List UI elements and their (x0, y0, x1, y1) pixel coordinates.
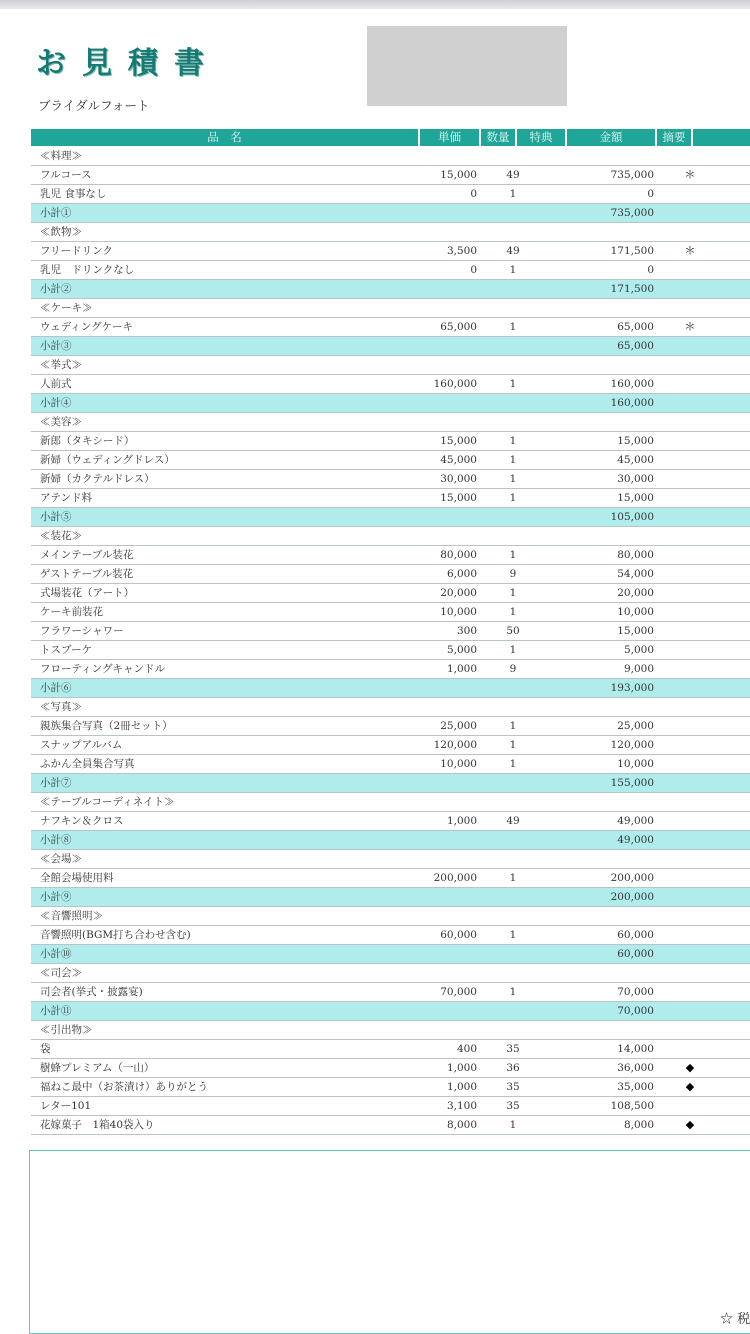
quantity: 49 (506, 815, 520, 827)
category-label: ≪飲物≫ (40, 226, 82, 238)
table-row (31, 451, 750, 470)
subtotal-label: 小計③ (40, 340, 72, 352)
category-row (31, 698, 750, 717)
item-name: 袋 (40, 1043, 51, 1055)
subtotal-label: 小計⑤ (40, 511, 72, 523)
document-subtitle: ブライダルフォート (38, 98, 150, 113)
subtotal-label: 小計④ (40, 397, 72, 409)
remark-mark: ＊ (684, 168, 696, 181)
amount: 14,000 (617, 1043, 654, 1055)
category-row (31, 299, 750, 318)
remark-mark (671, 869, 709, 887)
unit-price: 3,500 (446, 245, 477, 257)
quantity: 1 (509, 454, 517, 466)
subtotal-row (31, 831, 750, 850)
unit-price: 60,000 (440, 929, 477, 941)
item-name: ウェディングケーキ (40, 321, 134, 333)
unit-price: 8,000 (446, 1119, 477, 1131)
table-row (31, 261, 750, 280)
amount: 20,000 (617, 587, 654, 599)
table-row (31, 641, 750, 660)
subtotal-amount: 70,000 (617, 1005, 654, 1017)
remark-mark: ＊ (684, 244, 696, 257)
table-row (31, 185, 750, 204)
category-row (31, 413, 750, 432)
category-label: ≪料理≫ (40, 150, 82, 162)
subtotal-amount: 735,000 (610, 207, 654, 219)
quantity: 35 (506, 1081, 520, 1093)
table-row (31, 432, 750, 451)
table-header (31, 129, 750, 146)
subtotal-amount: 65,000 (617, 340, 654, 352)
category-label: ≪引出物≫ (40, 1024, 93, 1036)
remark-mark (671, 451, 709, 469)
table-row (31, 755, 750, 774)
item-name: 新婦（ウェディングドレス） (40, 454, 175, 466)
category-row (31, 793, 750, 812)
amount: 60,000 (617, 929, 654, 941)
remark-mark (671, 261, 709, 279)
subtotal-label: 小計① (40, 207, 72, 219)
subtotal-amount: 200,000 (610, 891, 654, 903)
table-row (31, 1040, 750, 1059)
category-label: ≪司会≫ (40, 967, 82, 979)
subtotal-row (31, 774, 750, 793)
subtotal-amount: 160,000 (610, 397, 654, 409)
quantity: 1 (509, 321, 517, 333)
unit-price: 70,000 (440, 986, 477, 998)
amount: 70,000 (617, 986, 654, 998)
amount: 65,000 (617, 321, 654, 333)
remark-mark (671, 736, 709, 754)
item-name: 乳児 食事なし (40, 188, 107, 200)
amount: 108,500 (610, 1100, 654, 1112)
remarks-box (29, 1150, 750, 1334)
item-name: 樹蜂プレミアム（一山） (40, 1062, 155, 1074)
amount: 171,500 (610, 245, 654, 257)
item-name: フルコース (40, 169, 92, 181)
unit-price: 15,000 (440, 435, 477, 447)
subtotal-label: 小計⑥ (40, 682, 72, 694)
remark-mark (671, 1040, 709, 1058)
subtotal-label: 小計⑧ (40, 834, 72, 846)
unit-price: 5,000 (446, 644, 477, 656)
unit-price: 1,000 (446, 1062, 477, 1074)
header-quantity: 数量 (481, 129, 515, 146)
item-name: フラワーシャワー (40, 625, 124, 637)
quantity: 9 (509, 568, 517, 580)
table-row (31, 1078, 750, 1097)
unit-price: 1,000 (446, 815, 477, 827)
subtotal-label: 小計⑩ (40, 948, 72, 960)
table-row (31, 584, 750, 603)
remark-mark (671, 717, 709, 735)
remark-mark (671, 983, 709, 1001)
unit-price: 10,000 (440, 606, 477, 618)
table-row (31, 736, 750, 755)
item-name: 福ねこ最中（お茶漬け）ありがとう (40, 1081, 208, 1093)
item-name: フローティングキャンドル (40, 663, 165, 675)
header-extra (693, 129, 750, 146)
category-label: ≪音響照明≫ (40, 910, 103, 922)
subtotal-label: 小計⑦ (40, 777, 72, 789)
table-row (31, 1097, 750, 1116)
quantity: 1 (509, 720, 517, 732)
category-label: ≪写真≫ (40, 701, 82, 713)
header-item-name: 品 名 (31, 129, 418, 146)
table-row (31, 1059, 750, 1078)
remark-mark (671, 546, 709, 564)
category-row (31, 850, 750, 869)
remark-mark: ◆ (685, 1118, 695, 1131)
amount: 15,000 (617, 625, 654, 637)
unit-price: 400 (456, 1043, 477, 1055)
subtotal-row (31, 508, 750, 527)
item-name: 乳児 ドリンクなし (40, 264, 135, 276)
top-bar (0, 0, 750, 9)
amount: 120,000 (610, 739, 654, 751)
amount: 0 (647, 188, 654, 200)
table-row (31, 242, 750, 261)
item-name: ゲストテーブル装花 (40, 568, 134, 580)
quantity: 1 (509, 264, 517, 276)
remark-mark (671, 1097, 709, 1115)
quantity: 1 (509, 378, 517, 390)
unit-price: 30,000 (440, 473, 477, 485)
amount: 10,000 (617, 606, 654, 618)
item-name: 花嫁菓子 1箱40袋入り (40, 1119, 155, 1131)
unit-price: 1,000 (446, 663, 477, 675)
table-row (31, 546, 750, 565)
header-amount: 金額 (567, 129, 655, 146)
quantity: 50 (506, 625, 520, 637)
subtotal-row (31, 337, 750, 356)
remark-mark (671, 565, 709, 583)
subtotal-amount: 193,000 (610, 682, 654, 694)
header-unit-price: 単価 (420, 129, 479, 146)
amount: 80,000 (617, 549, 654, 561)
remark-mark (671, 622, 709, 640)
remark-mark (671, 432, 709, 450)
remark-mark (671, 489, 709, 507)
amount: 36,000 (617, 1062, 654, 1074)
unit-price: 3,100 (446, 1100, 477, 1112)
unit-price: 200,000 (433, 872, 477, 884)
quantity: 1 (509, 492, 517, 504)
subtotal-row (31, 679, 750, 698)
unit-price: 0 (470, 264, 477, 276)
quantity: 1 (509, 188, 517, 200)
item-name: 式場装花（アート） (40, 587, 135, 599)
subtotal-row (31, 1002, 750, 1021)
category-label: ≪会場≫ (40, 853, 82, 865)
quantity: 1 (509, 758, 517, 770)
unit-price: 0 (470, 188, 477, 200)
unit-price: 300 (456, 625, 477, 637)
category-row (31, 907, 750, 926)
table-row (31, 166, 750, 185)
quantity: 1 (509, 435, 517, 447)
item-name: ナフキン＆クロス (40, 815, 124, 827)
category-row (31, 147, 750, 166)
unit-price: 15,000 (440, 169, 477, 181)
amount: 54,000 (617, 568, 654, 580)
quantity: 35 (506, 1043, 520, 1055)
unit-price: 65,000 (440, 321, 477, 333)
unit-price: 160,000 (433, 378, 477, 390)
subtotal-row (31, 394, 750, 413)
item-name: スナップアルバム (40, 739, 123, 751)
amount: 9,000 (623, 663, 654, 675)
table-row (31, 489, 750, 508)
quantity: 35 (506, 1100, 520, 1112)
header-remarks: 摘要 (657, 129, 691, 146)
amount: 0 (647, 264, 654, 276)
item-name: 全館会場使用料 (40, 872, 114, 884)
category-row (31, 223, 750, 242)
amount: 15,000 (617, 492, 654, 504)
subtotal-amount: 49,000 (617, 834, 654, 846)
amount: 45,000 (617, 454, 654, 466)
amount: 200,000 (610, 872, 654, 884)
quantity: 49 (506, 169, 520, 181)
category-label: ≪挙式≫ (40, 359, 82, 371)
unit-price: 120,000 (433, 739, 477, 751)
unit-price: 20,000 (440, 587, 477, 599)
category-row (31, 1021, 750, 1040)
subtotal-amount: 60,000 (617, 948, 654, 960)
category-label: ≪ケーキ≫ (40, 302, 93, 314)
subtotal-amount: 171,500 (610, 283, 654, 295)
table-row (31, 983, 750, 1002)
quantity: 1 (509, 986, 517, 998)
quantity: 1 (509, 473, 517, 485)
remark-mark (671, 926, 709, 944)
subtotal-row (31, 888, 750, 907)
category-row (31, 356, 750, 375)
unit-price: 25,000 (440, 720, 477, 732)
item-name: 音響照明(BGM打ち合わせ含む) (40, 929, 191, 941)
remark-mark (671, 660, 709, 678)
quantity: 1 (509, 587, 517, 599)
remark-mark (671, 641, 709, 659)
remark-mark: ◆ (685, 1061, 695, 1074)
table-row (31, 869, 750, 888)
subtotal-amount: 155,000 (610, 777, 654, 789)
subtotal-label: 小計⑪ (40, 1005, 72, 1017)
unit-price: 45,000 (440, 454, 477, 466)
table-row (31, 660, 750, 679)
unit-price: 10,000 (440, 758, 477, 770)
category-label: ≪装花≫ (40, 530, 82, 542)
quantity: 9 (509, 663, 517, 675)
amount: 49,000 (617, 815, 654, 827)
amount: 35,000 (617, 1081, 654, 1093)
unit-price: 6,000 (446, 568, 477, 580)
quantity: 1 (509, 606, 517, 618)
item-name: ふかん全員集合写真 (40, 758, 135, 770)
remark-mark (671, 584, 709, 602)
subtotal-row (31, 945, 750, 964)
quantity: 1 (509, 1119, 517, 1131)
item-name: レター101 (40, 1100, 92, 1112)
quantity: 1 (509, 872, 517, 884)
quantity: 1 (509, 549, 517, 561)
header-bonus: 特典 (517, 129, 565, 146)
amount: 15,000 (617, 435, 654, 447)
table-row (31, 565, 750, 584)
unit-price: 15,000 (440, 492, 477, 504)
remark-mark (671, 812, 709, 830)
remark-mark (671, 375, 709, 393)
quantity: 36 (506, 1062, 520, 1074)
unit-price: 1,000 (446, 1081, 477, 1093)
amount: 735,000 (610, 169, 654, 181)
table-row (31, 318, 750, 337)
quantity: 1 (509, 929, 517, 941)
amount: 10,000 (617, 758, 654, 770)
item-name: 新郎（タキシード） (40, 435, 135, 447)
remark-mark (671, 603, 709, 621)
table-row (31, 470, 750, 489)
category-label: ≪テーブルコーディネイト≫ (40, 796, 175, 808)
table-row (31, 603, 750, 622)
category-label: ≪美容≫ (40, 416, 82, 428)
table-row (31, 926, 750, 945)
amount: 5,000 (623, 644, 654, 656)
remark-mark: ＊ (684, 320, 696, 333)
item-name: トスブーケ (40, 644, 93, 656)
page-title: お見積書 (36, 46, 220, 81)
item-name: 司会者(挙式・披露宴) (40, 986, 143, 998)
quantity: 49 (506, 245, 520, 257)
item-name: フリードリンク (40, 245, 113, 257)
item-name: ケーキ前装花 (40, 606, 103, 618)
item-name: 人前式 (40, 378, 72, 390)
footnote: ☆ 税 (720, 1312, 750, 1327)
category-row (31, 527, 750, 546)
item-name: 新婦（カクテルドレス） (40, 473, 155, 485)
table-row (31, 375, 750, 394)
table-row (31, 1116, 750, 1135)
table-row (31, 812, 750, 831)
subtotal-row (31, 280, 750, 299)
quantity: 1 (509, 739, 517, 751)
amount: 25,000 (617, 720, 654, 732)
subtotal-label: 小計⑨ (40, 891, 72, 903)
unit-price: 80,000 (440, 549, 477, 561)
amount: 30,000 (617, 473, 654, 485)
item-name: アテンド料 (40, 492, 92, 504)
redacted-stamp-area (367, 26, 567, 106)
amount: 8,000 (623, 1119, 654, 1131)
item-name: メインテーブル装花 (40, 549, 134, 561)
amount: 160,000 (610, 378, 654, 390)
remark-mark (671, 470, 709, 488)
table-row (31, 622, 750, 641)
remark-mark (671, 755, 709, 773)
category-row (31, 964, 750, 983)
item-name: 親族集合写真（2冊セット） (40, 720, 173, 732)
table-row (31, 717, 750, 736)
subtotal-label: 小計② (40, 283, 72, 295)
subtotal-amount: 105,000 (610, 511, 654, 523)
quantity: 1 (509, 644, 517, 656)
remark-mark: ◆ (685, 1080, 695, 1093)
remark-mark (671, 185, 709, 203)
subtotal-row (31, 204, 750, 223)
